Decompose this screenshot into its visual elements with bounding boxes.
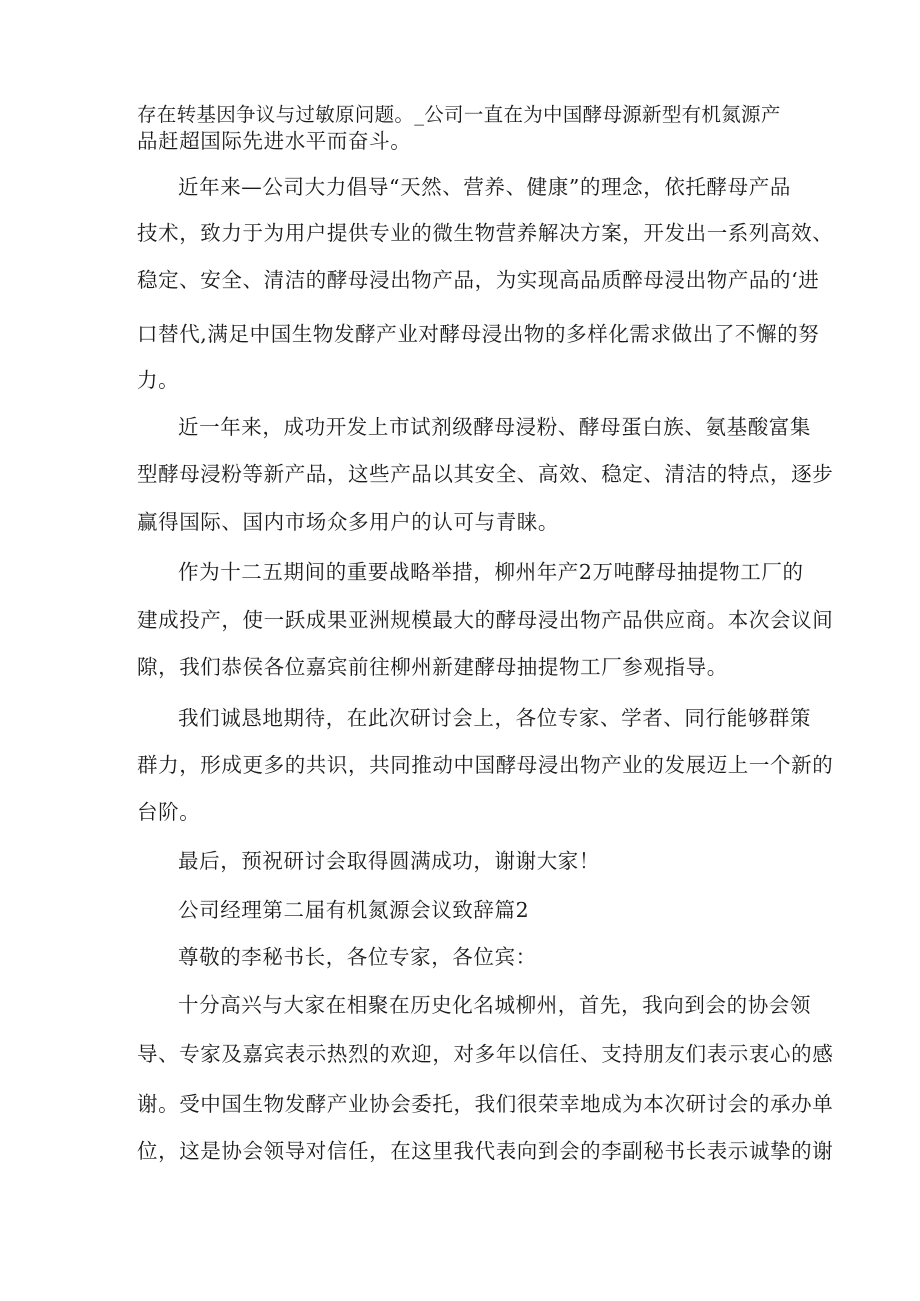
text-line: 力。	[137, 368, 180, 392]
paragraph-start-line: 作为十二五期间的重要战略举措，柳州年产2万吨酵母抽提物工厂的	[178, 560, 804, 584]
text-line: 品赶超国际先进水平而奋斗。	[137, 129, 412, 153]
section-heading: 公司经理第二届有机氮源会议致辞篇2	[178, 898, 530, 922]
salutation-line: 尊敬的李秘书长，各位专家，各位宾：	[178, 945, 537, 969]
text-line: 口替代,满足中国生物发酵产业对酵母浸出物的多样化需求做出了不懈的努	[137, 322, 820, 346]
text-line: 稳定、安全、清洁的酵母浸出物产品，为实现高品质醉母浸出物产品的‘进	[137, 268, 820, 292]
text-line: 群力，形成更多的共识，共同推动中国酵母浸出物产业的发展迈上一个新的	[137, 753, 834, 777]
paragraph-start-line: 近一年来，成功开发上市试剂级酵母浸粉、酵母蛋白族、氨基酸富集	[178, 415, 811, 439]
paragraph-start-line: 近年来—公司大力倡导“天然、营养、健康”的理念，依托酵母产品	[178, 175, 791, 199]
text-line: 型酵母浸粉等新产品，这些产品以其安全、高效、稳定、清洁的特点，逐步	[137, 462, 834, 486]
text-line: 建成投产，使一跃成果亚洲规模最大的酵母浸出物产品供应商。本次会议间	[137, 608, 834, 632]
text-line: 赢得国际、国内市场众多用户的认可与青睐。	[137, 510, 559, 534]
text-line: 隙，我们恭侯各位嘉宾前往柳州新建酵母抽提物工厂参观指导。	[137, 655, 728, 679]
text-line: 技术，致力于为用户提供专业的微生物营养解决方案，开发出一系列高效、	[137, 221, 834, 245]
text-line: 导、专家及嘉宾表示热烈的欢迎，对多年以信任、支持朋友们表示衷心的感	[137, 1042, 834, 1066]
paragraph-start-line: 我们诚恳地期待，在此次研讨会上，各位专家、学者、同行能够群策	[178, 706, 811, 730]
paragraph-start-line: 最后，预祝研讨会取得圆满成功，谢谢大家！	[178, 849, 600, 873]
text-line: 谢。受中国生物发酵产业协会委托，我们很荣幸地成为本次研讨会的承办单	[137, 1092, 834, 1116]
text-line: 存在转基因争议与过敏原问题。_公司一直在为中国酵母源新型有机氮源产	[137, 103, 781, 126]
text-line: 位，这是协会领导对信任，在这里我代表向到会的李副秘书长表示诚挚的谢	[137, 1139, 834, 1163]
text-line: 台阶。	[137, 800, 201, 824]
paragraph-start-line: 十分高兴与大家在相聚在历史化名城柳州，首先，我向到会的协会领	[178, 993, 811, 1017]
